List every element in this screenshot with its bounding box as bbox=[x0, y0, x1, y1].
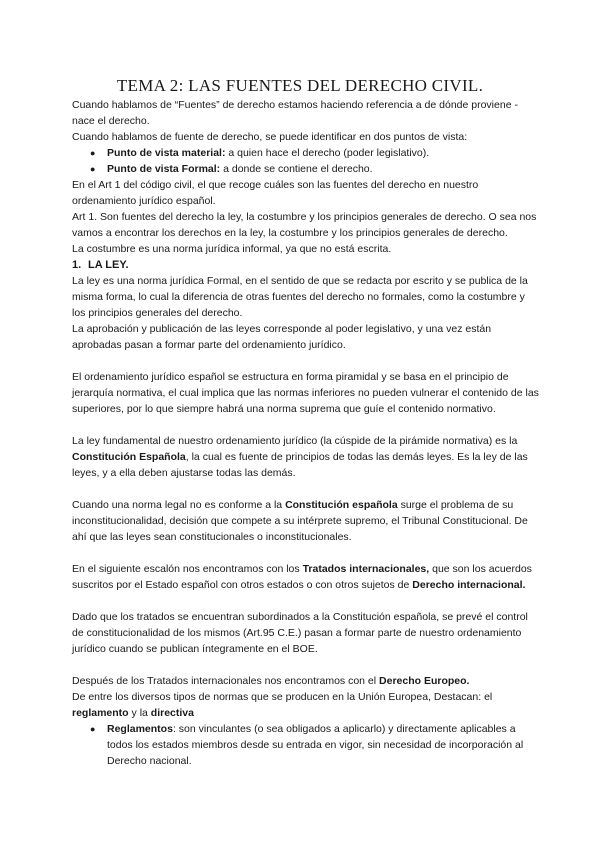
paragraph: Art 1. Son fuentes del derecho la ley, la costumbre y los principios generales de derecho. O sea nos vamos a encontrar los derechos en la ley, la costumbre y los principios generales de derecho. bbox=[72, 211, 537, 239]
bullet-icon: ● bbox=[90, 724, 96, 734]
paragraph: Después de los Tratados internacionales nos encontramos con el Derecho Europeo. bbox=[72, 675, 470, 687]
bold-term: Constitución española bbox=[285, 499, 398, 511]
paragraph: La ley es una norma jurídica Formal, en el sentido de que se redacta por escrito y se publica de la misma forma, lo cual la diferencia de otras fuentes del derecho no formales, como la costumbre y los principios generales del derecho. bbox=[72, 275, 528, 319]
paragraph: Cuando hablamos de fuente de derecho, se puede identificar en dos puntos de vista: bbox=[72, 131, 468, 143]
list-item-term: Punto de vista material: bbox=[107, 147, 226, 159]
list-item-text: a quien hace el derecho (poder legislativo). bbox=[225, 147, 430, 159]
list-item bbox=[90, 161, 540, 177]
paragraph: Cuando una norma legal no es conforme a la Constitución española surge el problema de su inconstitucionalidad, decisión que compete a su intérprete supremo, el Tribunal Constitucional. De ahí que las leyes sean constitucionales o inconstitucionales. bbox=[72, 499, 528, 543]
bold-term: Derecho internacional. bbox=[412, 579, 526, 591]
list-item-text: a donde se contiene el derecho. bbox=[220, 163, 373, 175]
page-title: TEMA 2: LAS FUENTES DEL DERECHO CIVIL. bbox=[116, 76, 484, 95]
bullet-list bbox=[72, 145, 540, 177]
list-item-term: Reglamentos bbox=[107, 723, 173, 735]
list-item bbox=[90, 721, 540, 769]
list-item bbox=[90, 145, 540, 161]
document-body bbox=[72, 97, 540, 769]
section-number: 1. bbox=[72, 259, 82, 271]
paragraph: En el Art 1 del código civil, el que recoge cuáles son las fuentes del derecho en nuestro ordenamiento jurídico español. bbox=[72, 179, 479, 207]
bold-term: Constitución Española bbox=[72, 451, 186, 463]
list-item-text: : son vinculantes (o sea obligados a aplicarlo) y directamente aplicables a todos los estados miembros desde su entrada en vigor, sin necesidad de incorporación al Derecho nacional. bbox=[107, 723, 524, 767]
bullet-list bbox=[72, 721, 540, 769]
section-heading-text: LA LEY. bbox=[88, 259, 129, 271]
bullet-icon: ● bbox=[90, 148, 96, 158]
paragraph: El ordenamiento jurídico español se estructura en forma piramidal y se basa en el principio de jerarquía normativa, el cual implica que las normas inferiores no pueden vulnerar el contenido de las superiores, por lo que siempre habrá una norma suprema que guíe el contenido normativo. bbox=[72, 371, 539, 415]
bold-term: Tratados internacionales, bbox=[302, 563, 430, 575]
paragraph: Dado que los tratados se encuentran subordinados a la Constitución española, se prevé el control de constitucionalidad de los mismos (Art.95 C.E.) pasan a formar parte de nuestro ordenamiento jurídico cuando se publican íntegramente en el BOE. bbox=[72, 611, 528, 655]
section-heading bbox=[72, 257, 540, 273]
bold-term: Derecho Europeo. bbox=[379, 675, 470, 687]
bold-term: reglamento bbox=[72, 707, 129, 719]
paragraph: En el siguiente escalón nos encontramos con los Tratados internacionales, que son los acuerdos suscritos por el Estado español con otros estados o con otros sujetos de Derecho internacional. bbox=[72, 563, 532, 591]
bold-term: directiva bbox=[150, 707, 194, 719]
paragraph: Cuando hablamos de “Fuentes” de derecho estamos haciendo referencia a de dónde proviene - nace el derecho. bbox=[72, 99, 518, 127]
paragraph: La aprobación y publicación de las leyes corresponde al poder legislativo, y una vez están aprobadas pasan a formar parte del ordenamiento jurídico. bbox=[72, 323, 492, 351]
paragraph: La ley fundamental de nuestro ordenamiento jurídico (la cúspide de la pirámide normativa) es la Constitución Española, la cual es fuente de principios de todas las demás leyes. Es la ley de las leyes, y a ella deben ajustarse todas las demás. bbox=[72, 435, 528, 479]
paragraph: La costumbre es una norma jurídica informal, ya que no está escrita. bbox=[72, 243, 392, 255]
bullet-icon: ● bbox=[90, 164, 96, 174]
list-item-term: Punto de vista Formal: bbox=[107, 163, 221, 175]
paragraph: De entre los diversos tipos de normas que se producen en la Unión Europea, Destacan: el reglamento y la directiva bbox=[72, 691, 493, 719]
